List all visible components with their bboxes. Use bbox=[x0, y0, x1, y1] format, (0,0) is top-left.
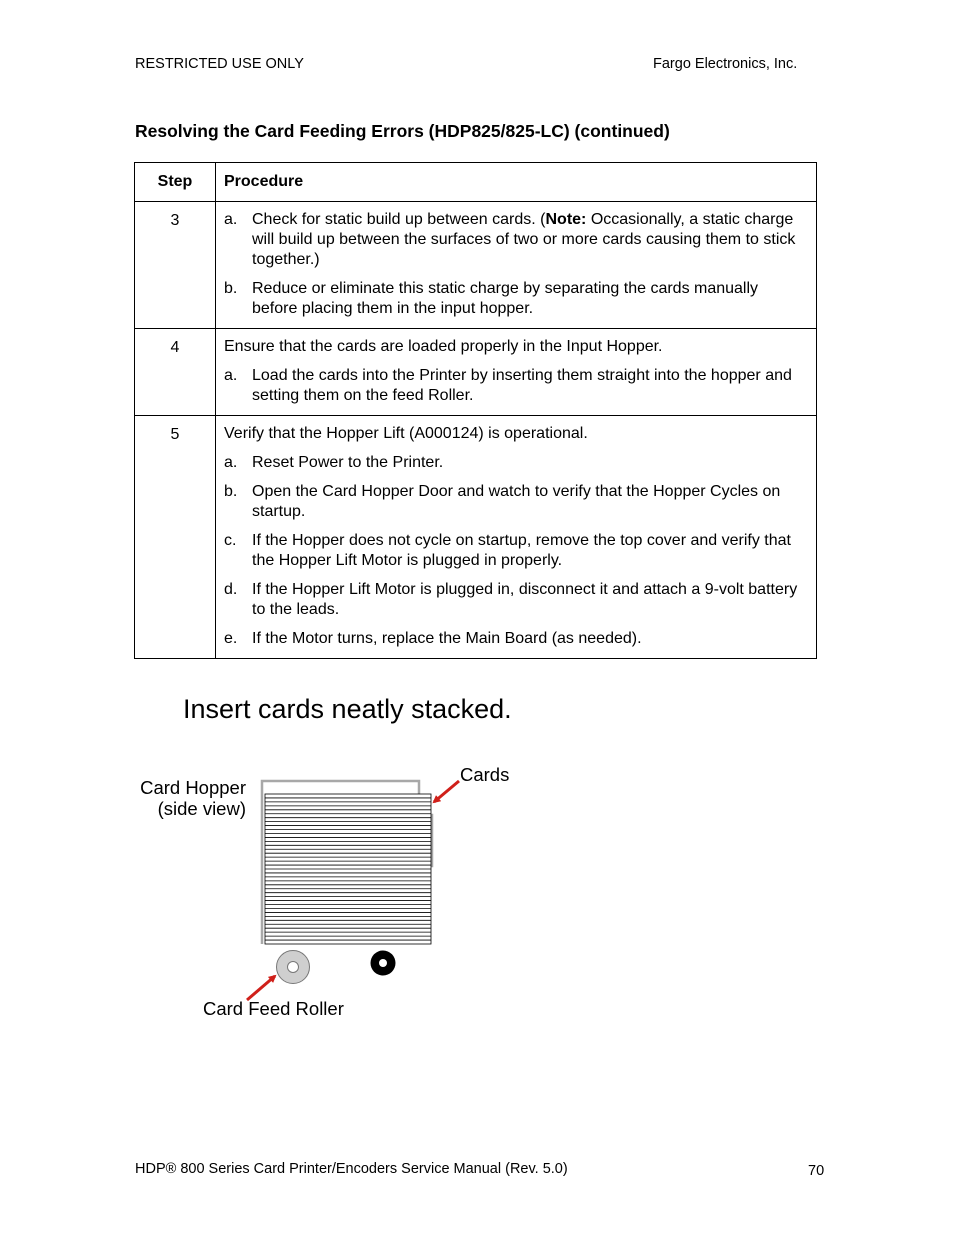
item-text: If the Hopper does not cycle on startup, remove the top cover and verify that the Hopper Lift Motor is plugged in properly. bbox=[252, 532, 791, 569]
item-text: Load the cards into the Printer by inserting them straight into the hopper and setting them on the feed Roller. bbox=[252, 367, 792, 404]
procedure-intro: Verify that the Hopper Lift (A000124) is operational. bbox=[224, 425, 588, 442]
page-number: 70 bbox=[808, 1163, 825, 1179]
card-hopper-label-line2: (side view) bbox=[157, 798, 246, 819]
item-text: If the Motor turns, replace the Main Board (as needed). bbox=[252, 630, 642, 647]
item-text: If the Hopper Lift Motor is plugged in, disconnect it and attach a 9-volt battery to the leads. bbox=[252, 581, 798, 618]
item-letter: d. bbox=[224, 581, 238, 598]
header-right-text: Fargo Electronics, Inc. bbox=[653, 56, 798, 72]
item-text-pre: Check for static build up between cards. ( bbox=[252, 211, 546, 228]
header-left-text: RESTRICTED USE ONLY bbox=[135, 56, 304, 72]
item-text: Reduce or eliminate this static charge by separating the cards manually before placing them in the input hopper. bbox=[252, 280, 759, 317]
item-text: Reset Power to the Printer. bbox=[252, 454, 444, 471]
card-feed-roller bbox=[277, 951, 310, 984]
item-text-post: Occasionally, a static charge will build up between the surfaces of two or more cards causing them to stick together.) bbox=[252, 211, 796, 268]
step-number: 3 bbox=[135, 202, 216, 329]
item-letter: a. bbox=[224, 367, 238, 384]
item-letter: c. bbox=[224, 532, 237, 549]
item-letter: a. bbox=[224, 211, 238, 228]
step-column-header: Step bbox=[135, 163, 216, 202]
card-feed-roller-label: Card Feed Roller bbox=[203, 998, 344, 1019]
step-number: 4 bbox=[135, 329, 216, 416]
item-letter: b. bbox=[224, 280, 238, 297]
item-letter: b. bbox=[224, 483, 238, 500]
card-stack bbox=[265, 794, 431, 944]
note-label: Note: bbox=[545, 211, 587, 228]
cards-arrow bbox=[434, 781, 459, 802]
figure-caption: Insert cards neatly stacked. bbox=[183, 694, 512, 724]
procedure-column-header: Procedure bbox=[216, 163, 817, 202]
item-letter: a. bbox=[224, 454, 238, 471]
cards-label: Cards bbox=[460, 764, 510, 785]
step-number: 5 bbox=[135, 416, 216, 659]
item-text: Open the Card Hopper Door and watch to verify that the Hopper Cycles on startup. bbox=[252, 483, 781, 520]
roller-arrow bbox=[247, 976, 275, 1000]
card-hopper-label-line1: Card Hopper bbox=[140, 777, 246, 798]
footer-manual-title: HDP® 800 Series Card Printer/Encoders Service Manual (Rev. 5.0) bbox=[135, 1161, 568, 1177]
procedure-intro: Ensure that the cards are loaded properly in the Input Hopper. bbox=[224, 338, 663, 355]
item-letter: e. bbox=[224, 630, 238, 647]
section-title: Resolving the Card Feeding Errors (HDP825/825-LC) (continued) bbox=[135, 121, 670, 141]
idler-roller bbox=[371, 951, 396, 976]
